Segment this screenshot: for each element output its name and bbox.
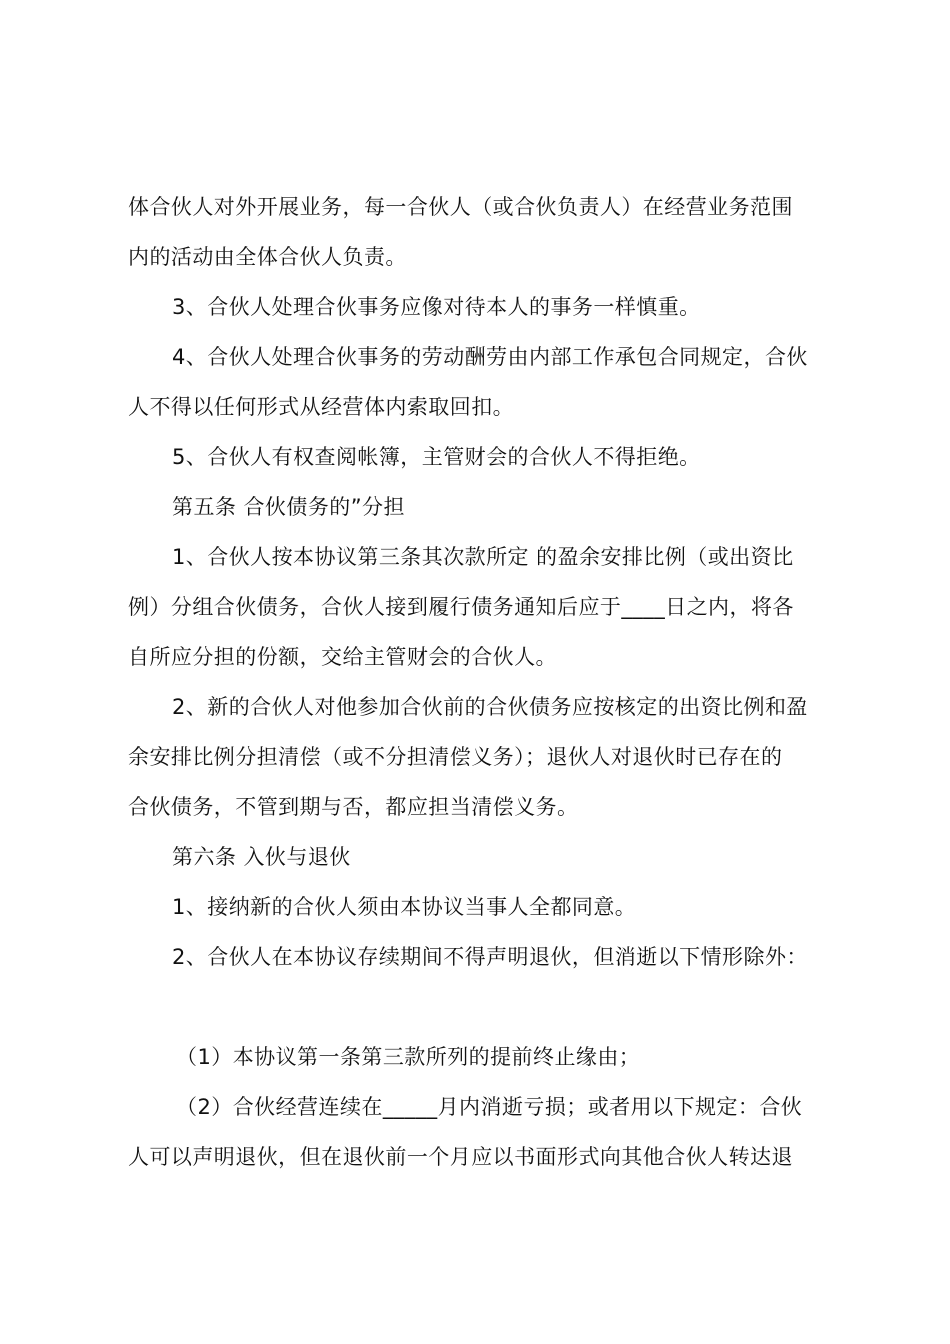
paragraph-line: 人可以声明退伙，但在退伙前一个月应以书面形式向其他合伙人转达退 — [128, 1145, 793, 1169]
paragraph-line: 体合伙人对外开展业务，每一合伙人（或合伙负责人）在经营业务范围 — [128, 195, 793, 219]
paragraph-line: 合伙债务，不管到期与否，都应担当清偿义务。 — [128, 795, 579, 819]
section-heading-5: 第五条 合伙债务的”分担 — [172, 495, 405, 519]
clause-item-1: 1、接纳新的合伙人须由本协议当事人全都同意。 — [172, 895, 637, 919]
clause-item-4: 4、合伙人处理合伙事务的劳动酬劳由内部工作承包合同规定，合伙 — [172, 345, 808, 369]
clause-item-5: 5、合伙人有权查阅帐簿，主管财会的合伙人不得拒绝。 — [172, 445, 701, 469]
paragraph-line: 内的活动由全体合伙人负责。 — [128, 245, 407, 269]
paragraph-line: 自所应分担的份额，交给主管财会的合伙人。 — [128, 645, 557, 669]
paragraph-line: 例）分组合伙债务，合伙人接到履行债务通知后应于____日之内，将各 — [128, 595, 794, 619]
clause-item-1: 1、合伙人按本协议第三条其次款所定 的盈余安排比例（或出资比 — [172, 545, 794, 569]
paragraph-line: 人不得以任何形式从经营体内索取回扣。 — [128, 395, 515, 419]
sub-item-2: （2）合伙经营连续在_____月内消逝亏损；或者用以下规定：合伙 — [176, 1095, 803, 1119]
paragraph-line: 余安排比例分担清偿（或不分担清偿义务）；退伙人对退伙时已存在的 — [128, 745, 783, 769]
clause-item-2: 2、新的合伙人对他参加合伙前的合伙债务应按核定的出资比例和盈 — [172, 695, 808, 719]
clause-item-2: 2、合伙人在本协议存续期间不得声明退伙，但消逝以下情形除外： — [172, 945, 808, 969]
sub-item-1: （1）本协议第一条第三款所列的提前终止缘由； — [176, 1045, 641, 1069]
section-heading-6: 第六条 入伙与退伙 — [172, 845, 351, 869]
clause-item-3: 3、合伙人处理合伙事务应像对待本人的事务一样慎重。 — [172, 295, 701, 319]
